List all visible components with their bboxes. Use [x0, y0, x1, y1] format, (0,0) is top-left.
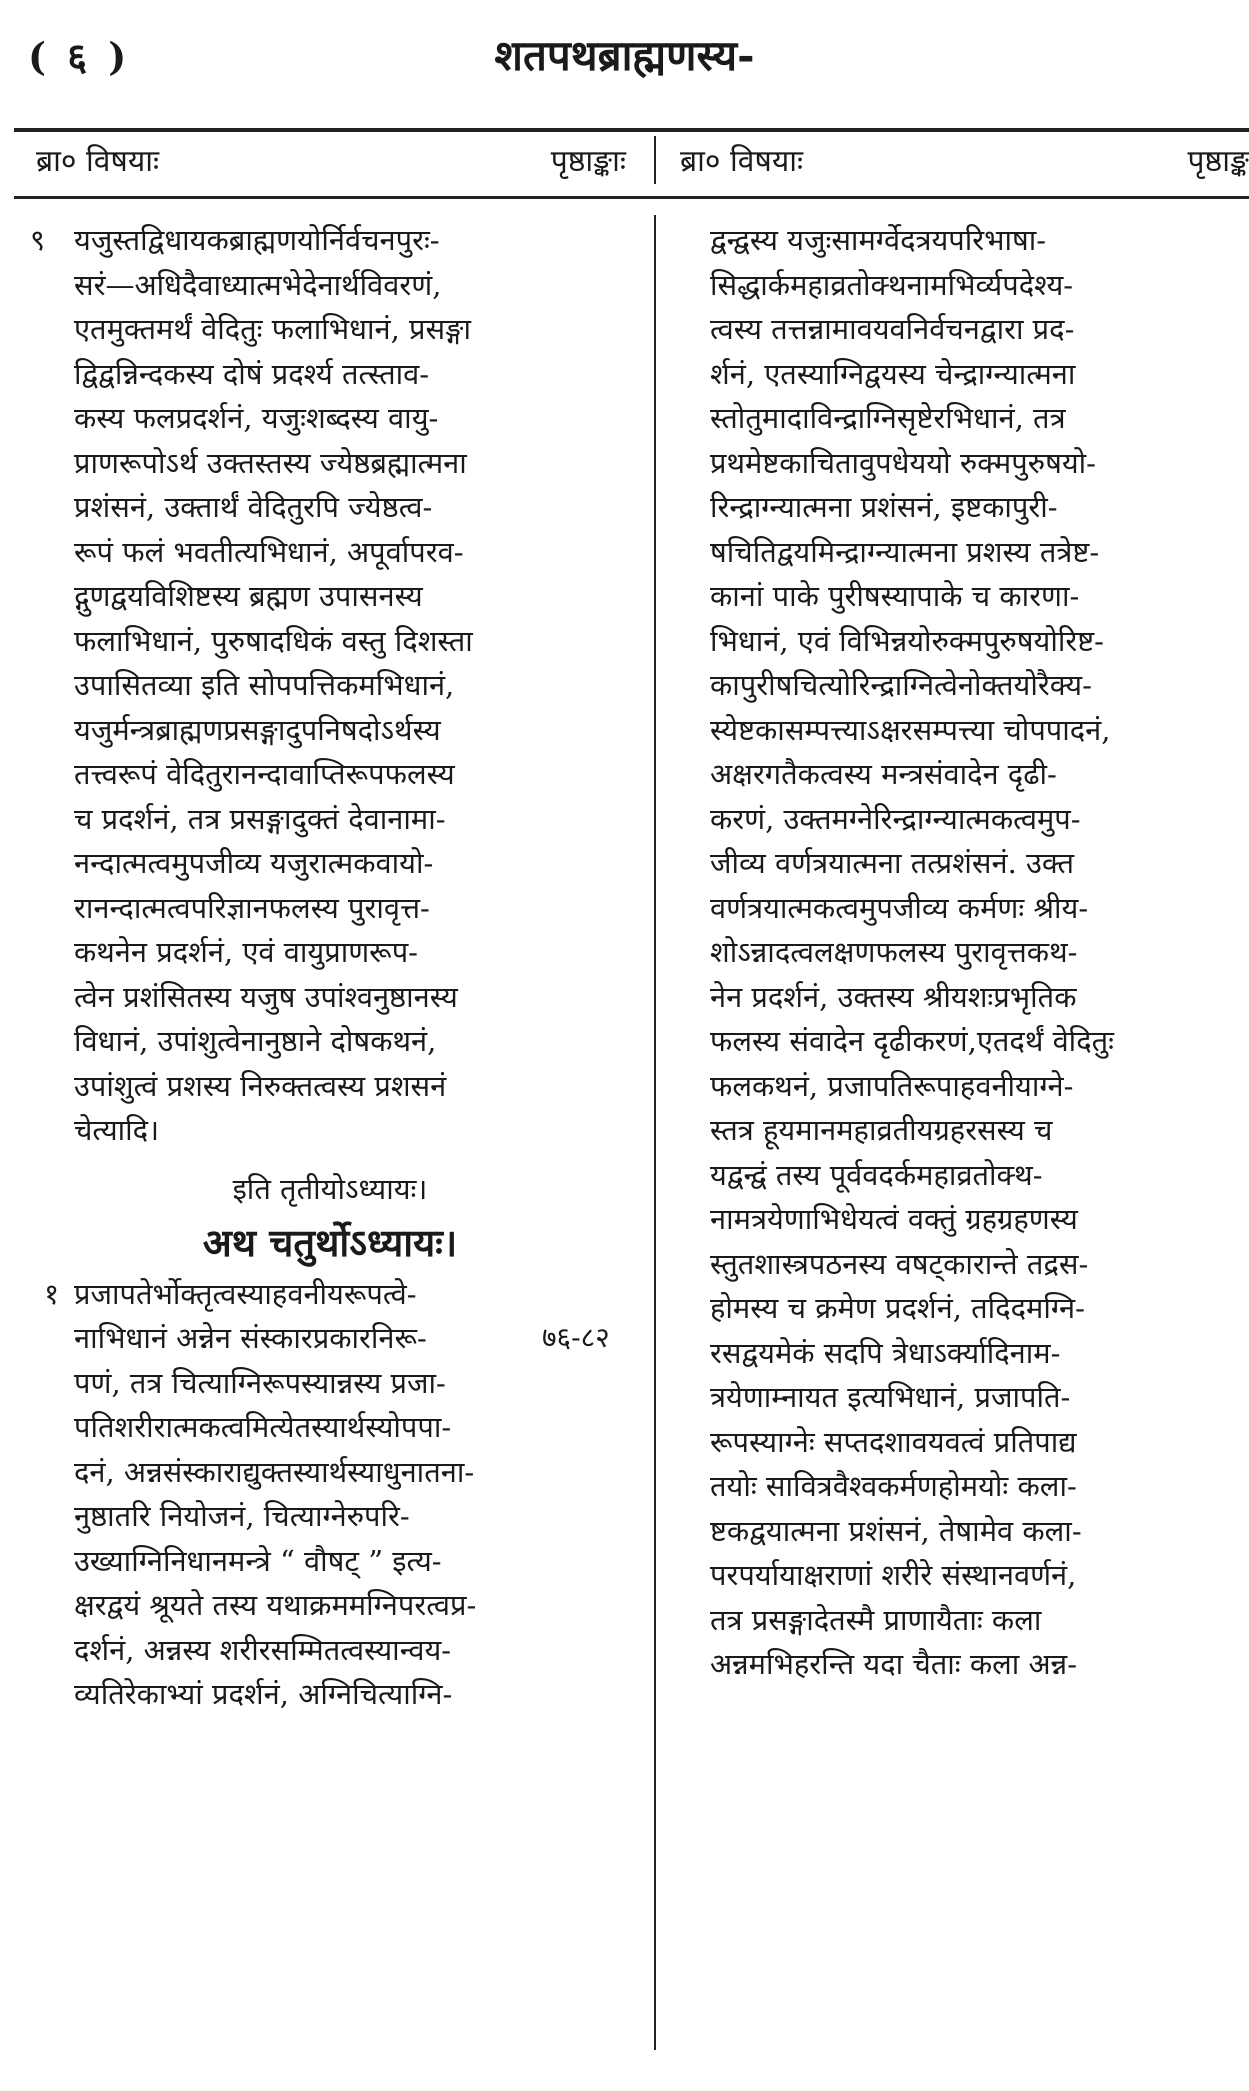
right-line: रूपस्याग्नेः सप्तदशावयवत्वं प्रतिपाद्य: [710, 1424, 1077, 1459]
right-column-header: [680, 140, 1249, 184]
entry-2: [30, 1272, 630, 1717]
entry-1-line: द्गुणद्वयविशिष्टस्य ब्रह्मण उपासनस्य: [74, 579, 423, 613]
entry-1-line: द्विद्वन्निन्दकस्य दोषं प्रदर्श्य तत्स्ताव-: [74, 356, 430, 391]
entry-1-line: प्राणरूपोऽर्थ उक्तस्तस्य ज्येष्ठब्रह्मात्मना: [74, 445, 467, 480]
right-line: रिन्द्राग्न्यात्मना प्रशंसनं, इष्टकापुरी-: [710, 490, 1058, 524]
entry-1-line: विधानं, उपांशुत्वेनानुष्ठाने दोषकथनं,: [74, 1024, 437, 1058]
top-rule: [14, 128, 1249, 132]
entry-1-line: तत्त्वरूपं वेदितुरानन्दावाप्तिरूपफलस्य: [74, 757, 455, 791]
right-line: र्शनं, एतस्याग्निद्वयस्य चेन्द्राग्न्यात्मना: [710, 356, 1076, 391]
left-column-header: [36, 140, 626, 184]
right-line: त्वस्य तत्तन्नामावयवनिर्वचनद्वारा प्रद-: [710, 312, 1075, 346]
header-rule: [14, 196, 1249, 199]
entry-2-number: १: [44, 1276, 60, 1311]
right-line: स्तत्र हूयमानमहाव्रतीयग्रहरसस्य च: [710, 1113, 1053, 1147]
right-header-label: ब्रा० विषयाः: [680, 144, 804, 179]
entry-1-text: [30, 218, 630, 1153]
running-title: शतपथब्राह्मणस्य-: [494, 31, 755, 80]
entry-2-line: पणं, तत्र चित्याग्निरूपस्यान्नस्य प्रजा-: [74, 1365, 446, 1400]
entry-1-line: फलाभिधानं, पुरुषादधिकं वस्तु दिशस्ता: [74, 623, 473, 658]
entry-1-line: एतमुक्तमर्थं वेदितुः फलाभिधानं, प्रसङ्गा: [74, 312, 471, 346]
right-line: स्तोतुमादाविन्द्राग्निसृष्टेरभिधानं, तत्र: [710, 401, 1066, 435]
entry-1-line: यजुस्तद्विधायकब्राह्मणयोर्निर्वचनपुरः-: [74, 223, 440, 257]
entry-1-line: उपासितव्या इति सोपपत्तिकमभिधानं,: [74, 668, 455, 702]
entry-1-line: यजुर्मन्त्रब्राह्मणप्रसङ्गादुपनिषदोऽर्थस्य: [74, 712, 441, 747]
right-line: द्वन्द्वस्य यजुःसामर्ग्वेदत्रयपरिभाषा-: [710, 223, 1047, 257]
right-line: सिद्धार्कमहाव्रतोक्थनामभिर्व्यपदेश्य-: [710, 267, 1074, 302]
page-number: ( ६ ): [28, 34, 131, 79]
entry-1-number: ९: [30, 223, 46, 257]
right-line: जीव्य वर्णत्रयात्मना तत्प्रशंसनं. उक्त: [710, 846, 1074, 880]
entry-1-line: नन्दात्मत्वमुपजीव्य यजुरात्मकवायो-: [74, 846, 434, 880]
right-line: षचितिद्वयमिन्द्राग्न्यात्मना प्रशस्य तत्रेष्ट-: [710, 534, 1100, 569]
entry-1-line: त्वेन प्रशंसितस्य यजुष उपांश्वनुष्ठानस्य: [74, 979, 458, 1014]
entry-1-line: च प्रदर्शनं, तत्र प्रसङ्गादुक्तं देवानामा-: [74, 801, 446, 836]
entry-1-line: रूपं फलं भवतीत्यभिधानं, अपूर्वापरव-: [74, 534, 464, 569]
entry-1-line: प्रशंसनं, उक्तार्थं वेदितुरपि ज्येष्ठत्व-: [74, 490, 433, 524]
right-line: वर्णत्रयात्मकत्वमुपजीव्य कर्मणः श्रीय-: [710, 890, 1089, 925]
right-line: तयोः सावित्रवैश्वकर्मणहोमयोः कला-: [710, 1469, 1077, 1503]
chapter-end-note: इति तृतीयोऽध्यायः।: [232, 1171, 428, 1206]
entry-2-line: दनं, अन्नसंस्काराद्युक्तस्यार्थस्याधुनातना-: [74, 1454, 475, 1489]
right-line: करणं, उक्तमग्नेरिन्द्राग्न्यात्मकत्वमुप-: [710, 801, 1081, 836]
entry-2-line: नुष्ठातरि नियोजनं, चित्याग्नेरुपरि-: [74, 1499, 410, 1533]
right-line: भिधानं, एवं विभिन्नयोरुक्मपुरुषयोरिष्ट-: [710, 623, 1104, 658]
chapter-heading: अथ चतुर्थोऽध्यायः।: [202, 1220, 458, 1265]
entry-1-line: कस्य फलप्रदर्शनं, यजुःशब्दस्य वायु-: [74, 401, 439, 435]
column-divider-header: [654, 136, 656, 184]
right-line: ष्टकद्वयात्मना प्रशंसनं, तेषामेव कला-: [710, 1513, 1082, 1548]
right-line: अक्षरगतैकत्वस्य मन्त्रसंवादेन दृढी-: [710, 757, 1057, 791]
entry-2-text: [30, 1272, 630, 1717]
left-header-page-label: पृष्ठाङ्काः: [550, 144, 626, 179]
right-header-page-label: पृष्ठाङ्क: [1187, 144, 1249, 179]
left-column: [30, 218, 630, 1717]
right-line: फलस्य संवादेन दृढीकरणं,एतदर्थं वेदितुः: [710, 1024, 1114, 1058]
right-line: नेन प्रदर्शनं, उक्तस्य श्रीयशःप्रभृतिक: [710, 979, 1077, 1014]
entry-2-line: प्रजापतेर्भोक्तृत्वस्याहवनीयरूपत्वे-: [74, 1276, 417, 1311]
column-divider: [654, 215, 656, 2050]
entry-2-line: नाभिधानं अन्नेन संस्कारप्रकारनिरू-: [74, 1321, 427, 1355]
right-line: प्रथमेष्टकाचितावुपधेययो रुक्मपुरुषयो-: [710, 445, 1096, 480]
entry-1-line: कथनेन प्रदर्शनं, एवं वायुप्राणरूप-: [74, 935, 418, 969]
right-line: तत्र प्रसङ्गादेतस्मै प्राणायैताः कला: [710, 1602, 1042, 1637]
right-line: यद्वन्द्वं तस्य पूर्ववदर्कमहाव्रतोक्थ-: [710, 1157, 1043, 1192]
right-line: रसद्वयमेकं सदपि त्रेधाऽर्क्यादिनाम-: [710, 1335, 1061, 1370]
entry-2-line: क्षरद्वयं श्रूयते तस्य यथाक्रममग्निपरत्वप्र-: [74, 1588, 477, 1622]
right-line: फलकथनं, प्रजापतिरूपाहवनीयाग्ने-: [710, 1068, 1074, 1103]
entry-1-page-range: ७६-८२: [542, 1321, 610, 1354]
entry-1-line: रानन्दात्मत्वपरिज्ञानफलस्य पुरावृत्त-: [74, 890, 430, 925]
right-line: कानां पाके पुरीषस्यापाके च कारणा-: [710, 579, 1080, 613]
right-line: होमस्य च क्रमेण प्रदर्शनं, तदिदमग्नि-: [710, 1291, 1085, 1325]
left-header-label: ब्रा० विषयाः: [36, 144, 160, 179]
entry-1-line: उपांशुत्वं प्रशस्य निरुक्तत्वस्य प्रशसनं: [74, 1068, 447, 1103]
entry-2-line: दर्शनं, अन्नस्य शरीरसम्मितत्वस्यान्वय-: [74, 1632, 452, 1667]
right-line: स्तुतशास्त्रपठनस्य वषट्कारान्ते तद्रस-: [710, 1246, 1089, 1281]
right-line: अन्नमभिहरन्ति यदा चैताः कला अन्न-: [710, 1647, 1078, 1681]
entry-2-line: व्यतिरेकाभ्यां प्रदर्शनं, अग्निचित्याग्नि-: [74, 1677, 453, 1711]
right-line: नामत्रयेणाभिधेयत्वं वक्तुं ग्रहग्रहणस्य: [710, 1202, 1078, 1236]
right-column-text: [686, 218, 1226, 1687]
right-line: त्रयेणाम्नायत इत्यभिधानं, प्रजापति-: [710, 1380, 1071, 1414]
entry-1-line: सरं—अधिदैवाध्यात्मभेदेनार्थविवरणं,: [74, 267, 442, 302]
entry-2-line: पतिशरीरात्मकत्वमित्येतस्यार्थस्योपपा-: [74, 1410, 452, 1444]
entry-1: [30, 218, 630, 1153]
right-line: शोऽन्नादत्वलक्षणफलस्य पुरावृत्तकथ-: [710, 935, 1078, 969]
right-line: कापुरीषचित्योरिन्द्राग्नित्वेनोक्तयोरैक्य-: [710, 668, 1092, 702]
right-line: स्येष्टकासम्पत्त्याऽक्षरसम्पत्त्या चोपपादनं,: [710, 712, 1111, 747]
entry-1-line: चेत्यादि।: [74, 1113, 160, 1147]
entry-2-line: उख्याग्निनिधानमन्त्रे “ वौषट् ” इत्य-: [74, 1543, 442, 1578]
right-line: परपर्यायाक्षराणां शरीरे संस्थानवर्णनं,: [710, 1558, 1077, 1592]
right-column: [686, 218, 1226, 1687]
